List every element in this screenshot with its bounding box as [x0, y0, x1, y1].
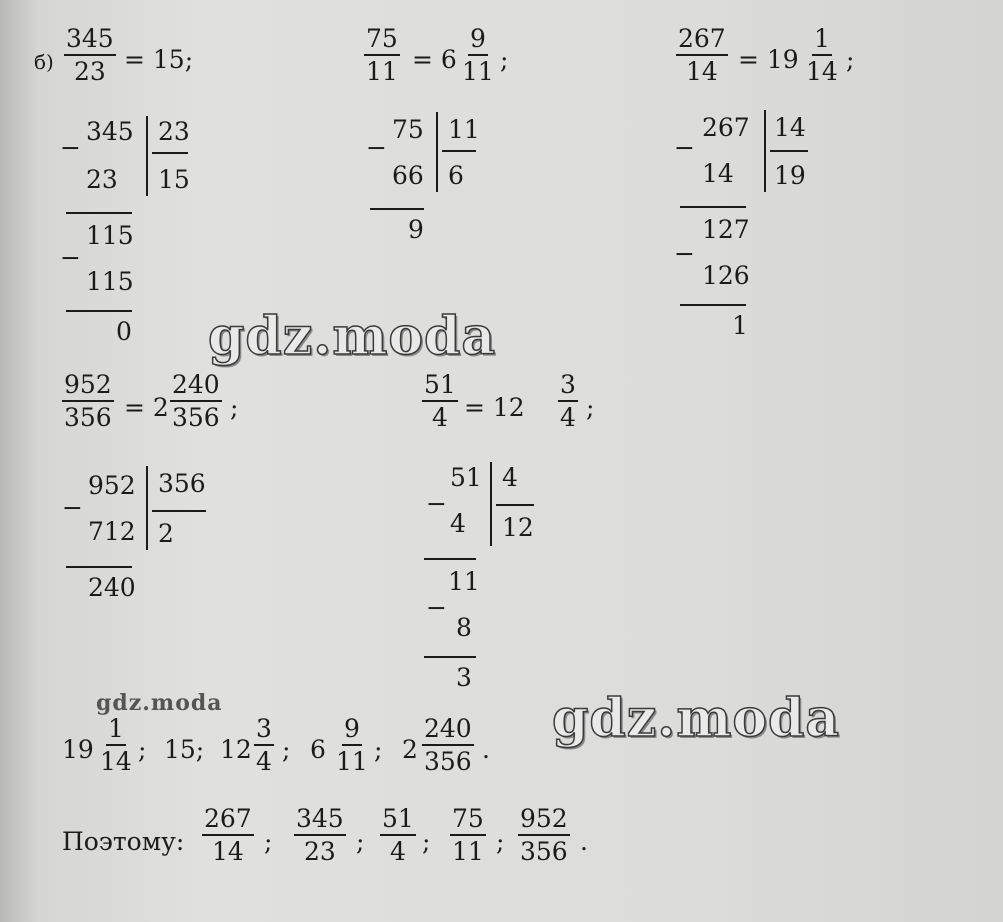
subtrahend: 14: [702, 159, 734, 188]
semicolon: ;: [230, 393, 239, 422]
minus-sign: −: [426, 489, 447, 518]
separator: ;: [422, 827, 431, 856]
separator: ;: [374, 735, 383, 764]
separator: ;: [138, 735, 147, 764]
minus-sign: −: [426, 593, 447, 622]
remainder: 3: [456, 663, 472, 692]
mixed-whole: 2: [402, 735, 418, 764]
minus-sign: −: [674, 239, 695, 268]
equation-whole: = 6: [412, 45, 457, 74]
dividend: 952: [88, 471, 136, 500]
subtraction-line: [66, 212, 132, 214]
mixed-whole: 12: [220, 735, 252, 764]
minus-sign: −: [62, 493, 83, 522]
remainder: 240: [88, 573, 136, 602]
subtraction-line: [66, 566, 132, 568]
watermark: gdz.moda: [96, 690, 223, 716]
quotient: 6: [448, 161, 464, 190]
minus-sign: −: [674, 133, 695, 162]
mixed-whole: 19: [62, 735, 94, 764]
division-bracket: [146, 466, 148, 550]
watermark: gdz.moda: [208, 306, 497, 367]
partial-remainder: 127: [702, 215, 750, 244]
semicolon: ;: [500, 45, 509, 74]
divisor-line: [770, 150, 808, 152]
remainder: 0: [116, 317, 132, 346]
semicolon: ;: [586, 393, 595, 422]
dividend: 51: [450, 463, 482, 492]
equation-result: = 15;: [124, 45, 194, 74]
separator: ;: [496, 827, 505, 856]
division-bracket: [764, 110, 766, 192]
dividend: 267: [702, 113, 750, 142]
subtrahend: 126: [702, 261, 750, 290]
dividend: 345: [86, 117, 134, 146]
separator: ;: [282, 735, 291, 764]
subtrahend: 66: [392, 161, 424, 190]
minus-sign: −: [60, 133, 81, 162]
divisor-line: [442, 150, 476, 152]
remainder: 9: [408, 215, 424, 244]
minus-sign: −: [366, 133, 387, 162]
mixed-whole: 6: [310, 735, 326, 764]
subtraction-line: [680, 206, 746, 208]
division-bracket: [490, 462, 492, 546]
quotient: 15: [158, 165, 190, 194]
fraction-3-4: $\frac{3}{4}$: [256, 714, 272, 776]
divisor: 23: [158, 117, 190, 146]
fraction-51-4: $\frac{51}{4}$: [382, 804, 414, 866]
divisor: 14: [774, 113, 806, 142]
equation-whole: = 19: [738, 45, 799, 74]
semicolon: ;: [846, 45, 855, 74]
subtraction-line: [370, 208, 424, 210]
equation-whole: = 12: [464, 393, 525, 422]
fraction-75-11: $\frac{75}{11}$: [452, 804, 484, 866]
remainder: 1: [732, 311, 748, 340]
fraction-3-4: $\frac{3}{4}$: [560, 370, 576, 432]
division-bracket: [146, 116, 148, 196]
equation-whole: = 2: [124, 393, 169, 422]
divisor-line: [152, 152, 188, 154]
period: .: [580, 827, 588, 856]
fraction-1-14: $\frac{1}{14}$: [806, 24, 838, 86]
watermark: gdz.moda: [552, 688, 841, 749]
fraction-345-23: $\frac{345}{23}$: [296, 804, 344, 866]
division-bracket: [436, 112, 438, 192]
fraction-267-14: $\frac{267}{14}$: [678, 24, 726, 86]
fraction-240-356: $\frac{240}{356}$: [172, 370, 220, 432]
fraction-1-14: $\frac{1}{14}$: [100, 714, 132, 776]
minus-sign: −: [60, 243, 81, 272]
quotient: 2: [158, 519, 174, 548]
integer-value: 15;: [164, 735, 205, 764]
subtrahend: 712: [88, 517, 136, 546]
fraction-952-356: $\frac{952}{356}$: [520, 804, 568, 866]
quotient: 12: [502, 513, 534, 542]
divisor: 4: [502, 463, 518, 492]
subtraction-line: [680, 304, 746, 306]
therefore-label: Поэтому:: [62, 827, 185, 856]
fraction-345-23: $\frac{345}{23}$: [66, 24, 114, 86]
subtraction-line: [424, 558, 476, 560]
subtrahend: 23: [86, 165, 118, 194]
dividend: 75: [392, 115, 424, 144]
fraction-75-11: $\frac{75}{11}$: [366, 24, 398, 86]
divisor: 356: [158, 469, 206, 498]
fraction-952-356: $\frac{952}{356}$: [64, 370, 112, 432]
separator: ;: [264, 827, 273, 856]
separator: ;: [356, 827, 365, 856]
divisor: 11: [448, 115, 480, 144]
subtrahend: 4: [450, 509, 466, 538]
divisor-line: [496, 504, 534, 506]
subtraction-line: [66, 310, 132, 312]
subtrahend: 115: [86, 267, 134, 296]
item-label-b: б): [34, 50, 54, 74]
fraction-9-11: $\frac{9}{11}$: [336, 714, 368, 776]
fraction-9-11: $\frac{9}{11}$: [462, 24, 494, 86]
subtrahend: 8: [456, 613, 472, 642]
period: .: [482, 735, 490, 764]
divisor-line: [152, 510, 206, 512]
fraction-267-14: $\frac{267}{14}$: [204, 804, 252, 866]
partial-remainder: 11: [448, 567, 480, 596]
quotient: 19: [774, 161, 806, 190]
partial-remainder: 115: [86, 221, 134, 250]
fraction-51-4: $\frac{51}{4}$: [424, 370, 456, 432]
fraction-240-356: $\frac{240}{356}$: [424, 714, 472, 776]
subtraction-line: [424, 656, 476, 658]
